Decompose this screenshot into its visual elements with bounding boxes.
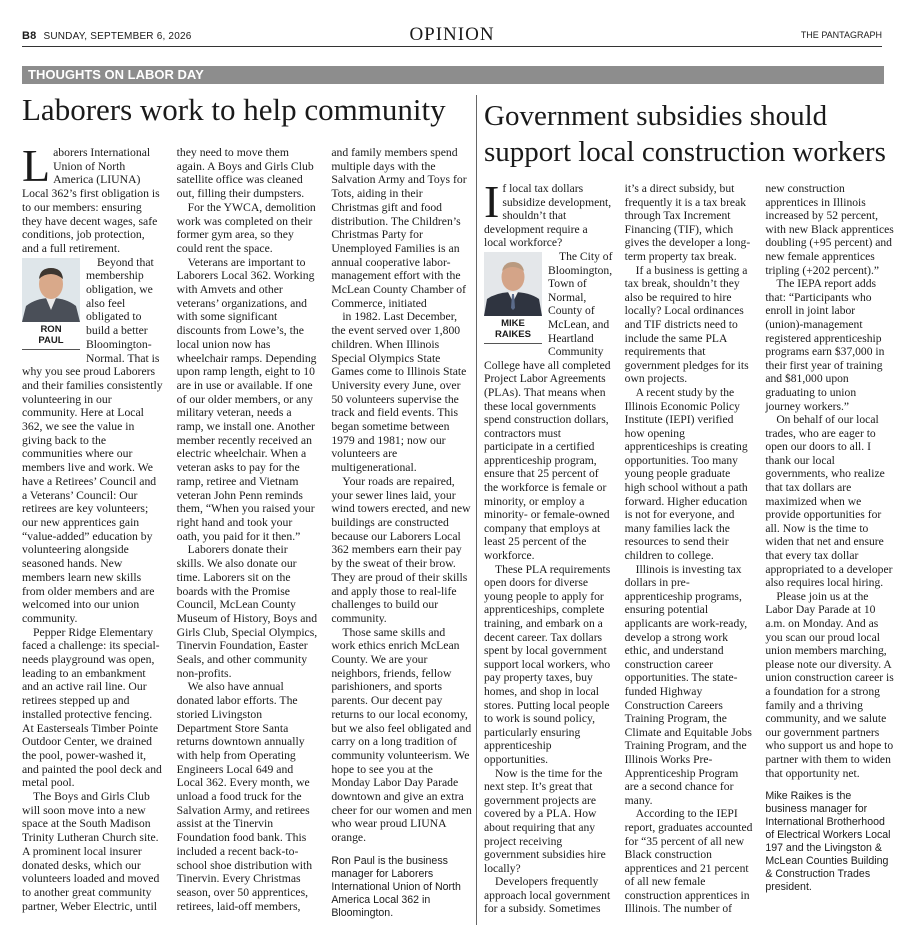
article1-paragraph: We also have annual donated labor efforts. The storied Livingston Department Store Santa returns downtown annually with help from Operating Engineers Local 649 and Local 362. Every month, we unload a food truck for the Salvation Army, and retirees assist at the Tinervin Foundation food bank. This included a recent back-to-school shoe distribution with Tinervin. Every Christmas season, over 50 apprentices, retirees, laid-off members, and family members spend multiple days with the Salvation Army and Toys for Tots, aiding in their Christmas gift and food distribution. The Children’s Christmas Party for Unemployed Families is an annual cooperative labor-management effort with the McLean County Chamber of Commerce, initiated bbox=[176, 146, 467, 913]
article2-paragraph: These PLA requirements open doors for diverse young people to apply for apprenticeships, complete training, and embark on a decent career. Tax dollars spent by local government support local workers, who pay property taxes, buy homes, and shop in local stores. Putting local people to work is sound policy, particularly ensuring apprenticeship opportunities. bbox=[484, 562, 611, 766]
article2-paragraph: The City of Bloomington, Town of Normal, County of McLean, and Heartland Community College have all completed Project Labor Agreements (PLAs). That means when these local governments spend construction dollars, contractors must participate in a certified apprenticeship program, ensure that 25 percent of the workforce is female or minority, or employ a minority- or female-owned company that employs at least 25 percent of the workforce. bbox=[484, 249, 613, 563]
page-number: B8 bbox=[22, 30, 37, 42]
author-caption: MIKE RAIKES bbox=[484, 318, 542, 344]
dropcap: I bbox=[484, 182, 500, 227]
article1-paragraph: L aborers International Union of North America (LIUNA) Local 362’s first obligation is to our members: ensuring they have decent wages, safe conditions, job protection, and a full retirement. bbox=[22, 146, 160, 255]
article1-paragraph: The Boys and Girls Club will soon move into a new space at the South Madison Trinity Lutheran Church site. A prominent local insurer donated desks, which our volunteers loaded and moved to another great community partner, Weber Electric, until they need to move them again. A Boys and Girls Club satellite office was cleaned out, filling their dumpsters. bbox=[22, 146, 314, 913]
column-divider bbox=[476, 95, 477, 925]
issue-date: SUNDAY, SEPTEMBER 6, 2026 bbox=[43, 31, 192, 42]
article1-paragraph: Laborers donate their skills. We also donate our time. Laborers sit on the boards with the Promise Council, McLean County Museum of History, Boys and Girls Club, Special Olympics, Tinervin Foundation, Easter Seals, and other community non-profits. bbox=[176, 543, 318, 680]
newspaper-name: THE PANTAGRAPH bbox=[800, 30, 882, 40]
article2-paragraph: Illinois is investing tax dollars in pre-apprenticeship programs, ensuring potential applicants are work-ready, develop a strong work ethic, and understand construction career opportunities. The state-funded Highway Construction Careers Training Program, the Climate and Equitable Jobs Training Program, and the Illinois Works Pre-Apprenticeship Program are a second chance for many. bbox=[624, 562, 752, 807]
article1-paragraph: Those same skills and work ethics enrich McLean County. We are your neighbors, friends, fellow parishioners, and sports parents. Our decent pay returns to our local economy, but we also feel obligated and carry on a long tradition of community volunteerism. We hope to see you at the Monday Labor Day Parade downtown and give an extra cheer for our women and men who wear proud LIUNA orange. bbox=[331, 625, 472, 845]
author-photo bbox=[22, 258, 80, 350]
author-headshot bbox=[484, 252, 542, 316]
article2-paragraph: Please join us at the Labor Day Parade at 10 a.m. on Monday. And as you scan our proud local union members marching, please note our diversity. A union construction career is a foundation for a strong family and a thriving community, and we salute our government partners who support us and hope to partner with them to widen that opportunity net. bbox=[765, 589, 894, 780]
article2-body bbox=[484, 182, 894, 924]
article2-paragraph: I f local tax dollars subsidize development, shouldn’t that development require a local workforce? bbox=[484, 182, 612, 250]
article2-paragraph: A recent study by the Illinois Economic Policy Institute (IEPI) verified how opening apprenticeships is creating opportunities. Too many young people graduate high school without a path forward. Higher education is not for everyone, and many families lack the resources to send their children to college. bbox=[624, 385, 748, 563]
article1-body bbox=[22, 146, 472, 924]
author-photo bbox=[484, 252, 542, 344]
article2-paragraph: On behalf of our local trades, who are eager to open our doors to all. I thank our local governments, who realize that tax dollars are maximized when we provide opportunities for all. Now is the time to widen that net and ensure that every tax dollar appropriated to a developer also requires local hiring. bbox=[765, 413, 893, 590]
article1-paragraph: Beyond that membership obligation, we also feel obligated to build a better Bloomington-Normal. That is why you see proud Laborers and their families consistently volunteering in our community. Here at Local 362, we see the value in giving back to the communities where our members live and work. We have a Retirees’ Council and a Veterans’ Council: Our retirees are key volunteers; our new apprentices gain “value-added” education by volunteering alongside seasoned hands. New members learn new skills from older members and are welcomed into our union community. bbox=[22, 255, 163, 625]
article2-paragraph: The IEPA report adds that: “Participants who enroll in joint labor (union)-management registered apprenticeship programs earn $37,000 in their first year of training and $81,000 upon graduating to union journey workers.” bbox=[765, 277, 885, 413]
article1-paragraph: Pepper Ridge Elementary faced a challenge: its special-needs playground was open, leading to an embankment and an active rail line. Our retirees stepped up and installed protective fencing. At Easterseals Timber Pointe Outdoor Center, we drained the pool, power-washed it, and painted the pool deck and metal pool. bbox=[22, 625, 162, 790]
author-bio: Mike Raikes is the business manager for International Brotherhood of Electrical Workers Local 197 and the Livingston & McLean Counties Building & Construction Trades president. bbox=[765, 790, 891, 894]
article1-paragraph: Your roads are repaired, your sewer lines laid, your wind towers erected, and new buildings are constructed because our Laborers Local 362 members earn their pay by the sweat of their brow. They are proud of their skills and apply those to real-life challenges to build our community. bbox=[331, 474, 471, 625]
article1-headline: Laborers work to help community bbox=[22, 92, 446, 127]
article1-paragraph: Veterans are important to Laborers Local 362. Working with Amvets and other veterans’ organizations, and with some significant discounts from Lowe’s, the local union now has wheelchair ramps. Depending upon ramp length, eight to 10 are in use or available. If one of our older members, or any military veteran, needs a ramp, we install one. Another member recently received an electric wheelchair. When a veteran asks to pay for the ramp, retiree and Vietnam veteran John Penn reminds them, “When you raised your right hand and took your oath, you paid for it then.” bbox=[176, 255, 317, 543]
section-kicker: THOUGHTS ON LABOR DAY bbox=[22, 66, 884, 84]
dropcap: L bbox=[22, 146, 51, 191]
author-headshot bbox=[22, 258, 80, 322]
article2-paragraph: If a business is getting a tax break, shouldn’t they also be required to hire locally? Local ordinances and TIF districts need to include the same PLA requirements that government pledges for its own projects. bbox=[624, 263, 749, 386]
article2-paragraph: Now is the time for the next step. It’s great that government projects are covered by a PLA. How about requiring that any project receiving government subsidies hire locally? bbox=[484, 766, 606, 875]
author-caption: RON PAUL bbox=[22, 324, 80, 350]
article1-paragraph: in 1982. Last December, the event served over 1,800 children. When Illinois Special Olympics State Games come to Illinois State University every June, over 50 volunteers supervise the track and field events. This began sometime between 1979 and 1981; now our volunteers are multigenerational. bbox=[331, 310, 467, 475]
article2-paragraph: According to the IEPI report, graduates accounted for “35 percent of all new Black construction apprentices and 21 percent of all new female construction apprentices in Illinois. The number of new construction apprentices in Illinois increased by 52 percent, with new Black apprentices doubling (+95 percent) and new female apprentices tripling (+202 percent).” bbox=[624, 182, 894, 916]
page-masthead bbox=[22, 26, 882, 47]
section-name: OPINION bbox=[409, 24, 495, 45]
author-bio: Ron Paul is the business manager for Laborers International Union of North America Local 362 in Bloomington. bbox=[331, 854, 461, 919]
article1-paragraph: For the YWCA, demolition work was completed on their former gym area, so they could rent the space. bbox=[176, 200, 316, 255]
article2-paragraph: Developers frequently approach local government for a subsidy. Sometimes it’s a direct subsidy, but frequently it is a tax break through Tax Increment Financing (TIF), which gives the developer a long-term property tax break. bbox=[484, 182, 751, 916]
article2-headline: Government subsidies should support local construction workers bbox=[484, 100, 886, 168]
